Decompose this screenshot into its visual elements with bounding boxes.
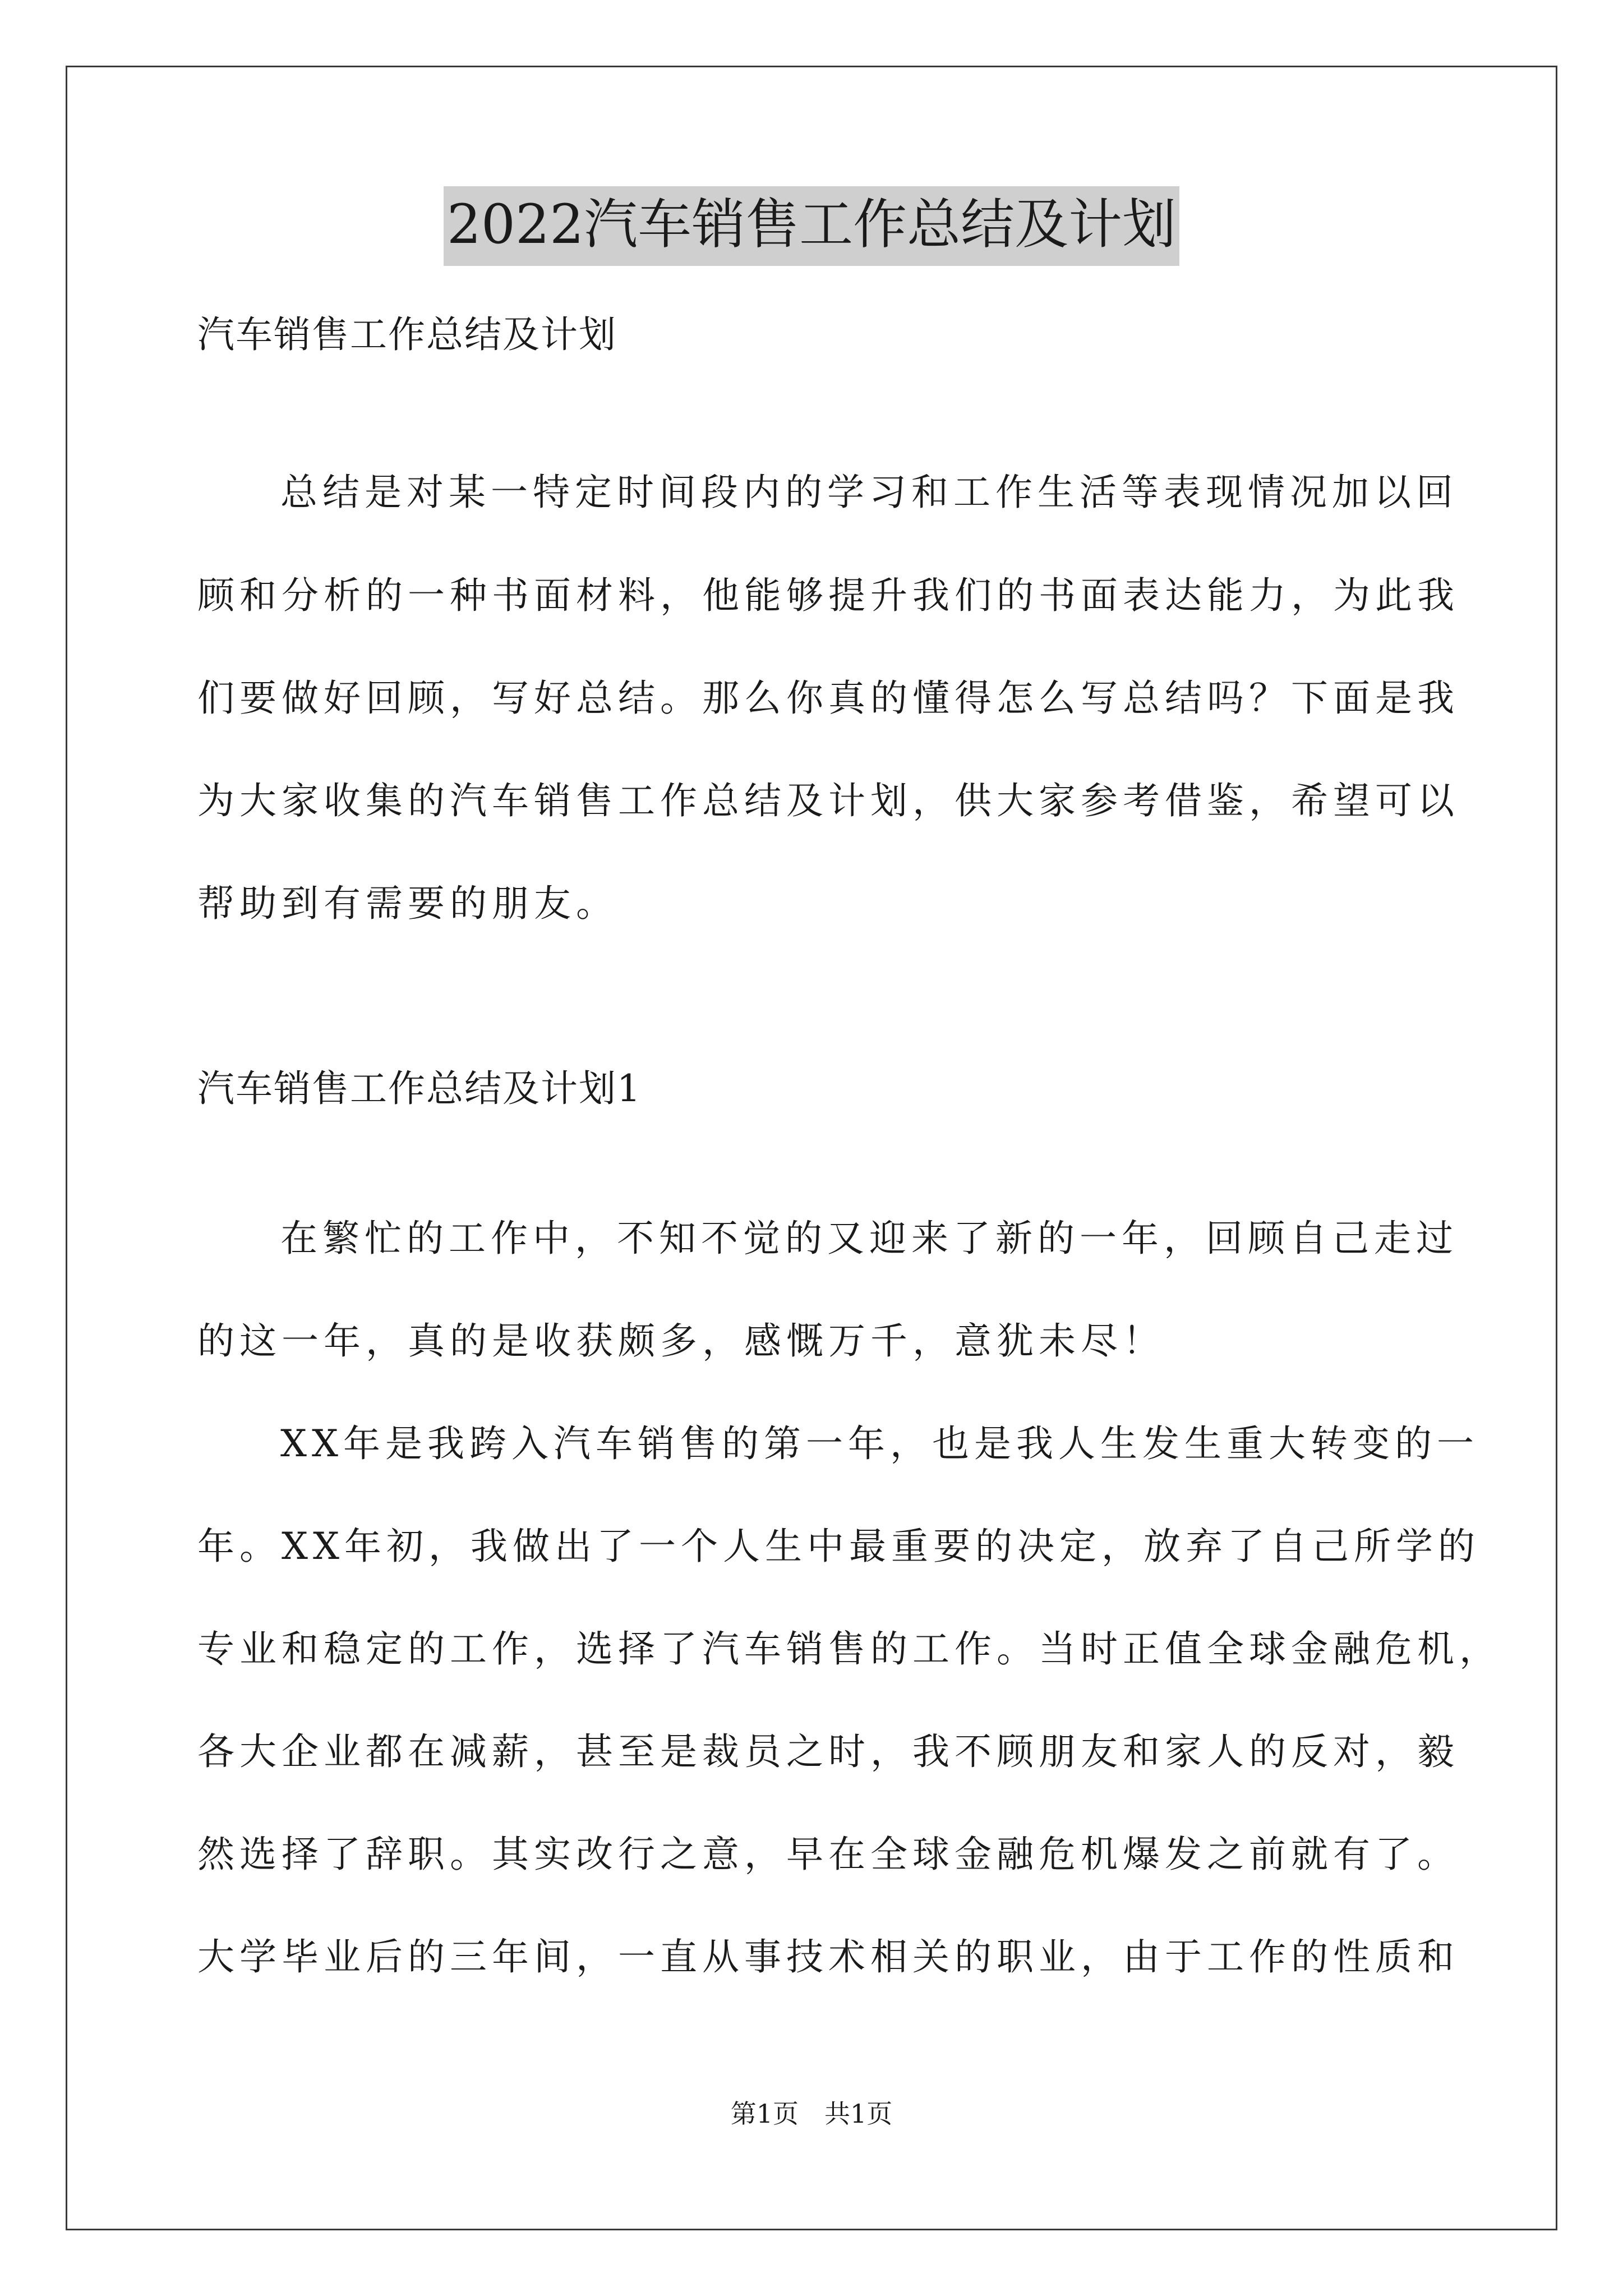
section-1-para-2-line-6: 大学毕业后的三年间，一直从事技术相关的职业，由于工作的性质和 xyxy=(197,1935,1459,1978)
document-title-text: 2022汽车销售工作总结及计划 xyxy=(444,186,1179,266)
page-border xyxy=(66,66,1557,2230)
section-1-heading: 汽车销售工作总结及计划1 xyxy=(197,1067,642,1110)
intro-line-4: 为大家收集的汽车销售工作总结及计划，供大家参考借鉴，希望可以 xyxy=(197,779,1459,822)
section-1-para-2-line-2: 年。XX年初，我做出了一个人生中最重要的决定，放弃了自己所学的 xyxy=(197,1525,1480,1568)
intro-line-1: 总结是对某一特定时间段内的学习和工作生活等表现情况加以回 xyxy=(280,471,1458,514)
section-1-para-1-line-1: 在繁忙的工作中，不知不觉的又迎来了新的一年，回顾自己走过 xyxy=(280,1217,1458,1260)
section-1-para-2-line-1: XX年是我跨入汽车销售的第一年，也是我人生发生重大转变的一 xyxy=(280,1422,1479,1465)
intro-line-2: 顾和分析的一种书面材料，他能够提升我们的书面表达能力，为此我 xyxy=(197,574,1459,617)
document-subtitle: 汽车销售工作总结及计划 xyxy=(197,313,617,356)
section-1-para-2-line-4: 各大企业都在减薪，甚至是裁员之时，我不顾朋友和家人的反对，毅 xyxy=(197,1730,1459,1773)
page-footer: 第1页 共1页 xyxy=(730,2099,893,2129)
document-title xyxy=(0,193,1623,256)
section-1-para-2-line-5: 然选择了辞职。其实改行之意，早在全球金融危机爆发之前就有了。 xyxy=(197,1833,1459,1876)
section-1-para-2-line-3: 专业和稳定的工作，选择了汽车销售的工作。当时正值全球金融危机， xyxy=(197,1627,1501,1671)
intro-line-3: 们要做好回顾，写好总结。那么你真的懂得怎么写总结吗？下面是我 xyxy=(197,677,1459,720)
intro-line-5: 帮助到有需要的朋友。 xyxy=(197,882,618,925)
section-1-para-1-line-2: 的这一年，真的是收获颇多，感慨万千，意犹未尽！ xyxy=(197,1319,1165,1363)
